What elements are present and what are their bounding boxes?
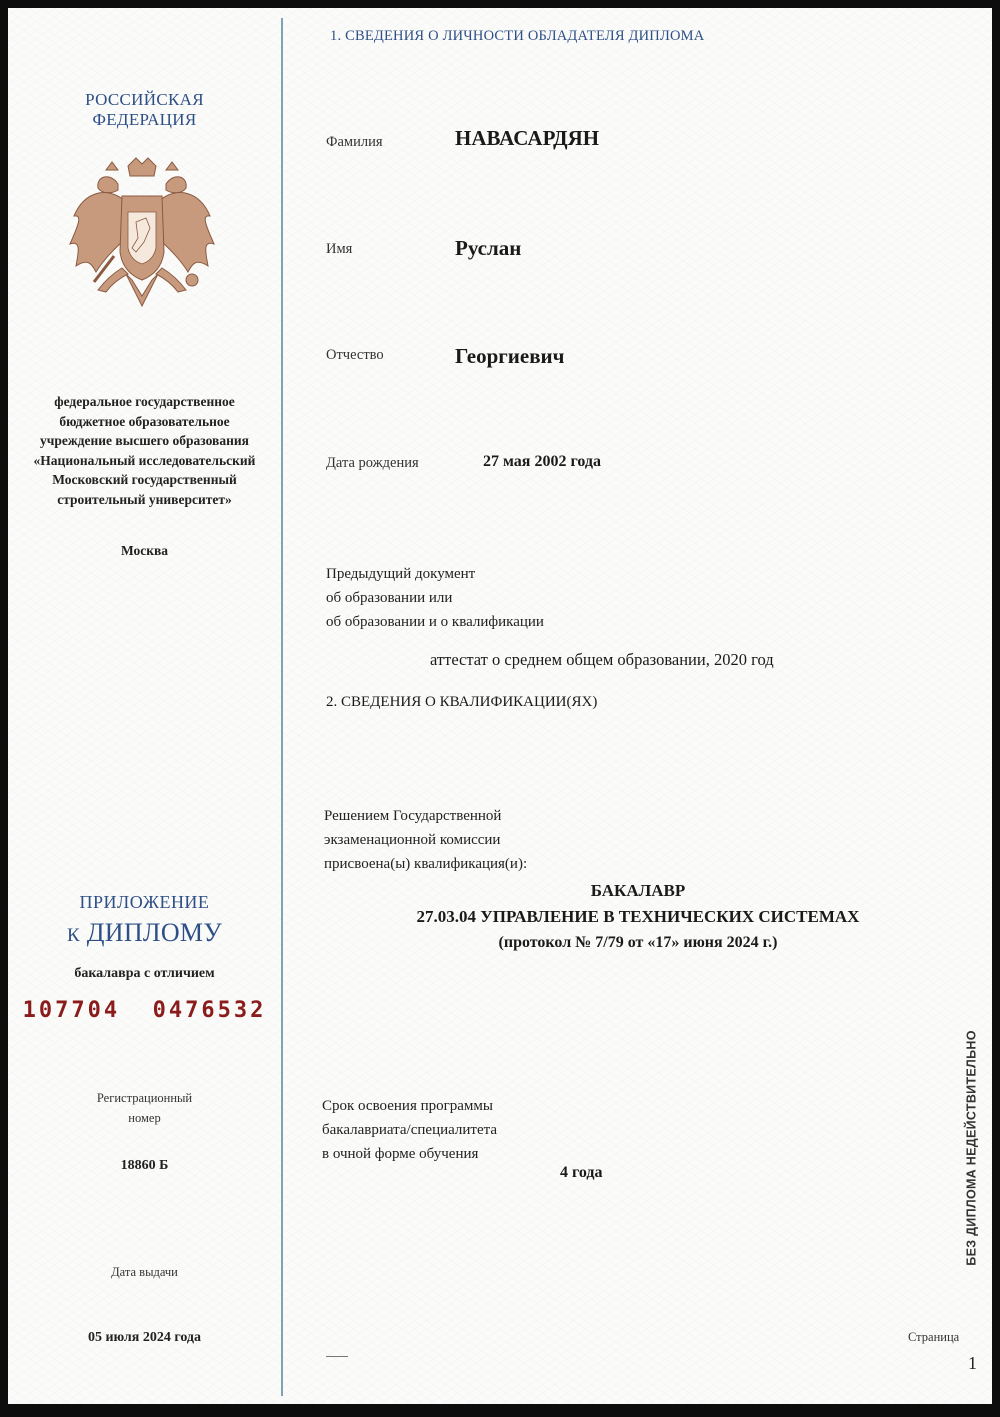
appendix-subtitle — [8, 918, 281, 948]
registration-label-line: номер — [128, 1111, 161, 1125]
appendix-word: ДИПЛОМУ — [86, 918, 223, 947]
qualification-title: БАКАЛАВР — [590, 881, 686, 900]
degree-type: бакалавра с отличием — [74, 966, 215, 981]
page-label: Страница — [908, 1330, 960, 1344]
registration-label-line: Регистрационный — [96, 1091, 193, 1105]
previous-document-label-line: об образовании или — [326, 590, 453, 606]
section2-heading: 2. СВЕДЕНИЯ О КВАЛИФИКАЦИИ(ЯХ) — [326, 694, 598, 710]
patronymic-label: Отчество — [326, 347, 384, 363]
university-line: учреждение высшего образования — [40, 433, 249, 448]
issue-date-label: Дата выдачи — [111, 1265, 178, 1279]
commission-decision-line: Решением Государственной — [324, 808, 502, 824]
section1-heading: 1. СВЕДЕНИЯ О ЛИЧНОСТИ ОБЛАДАТЕЛЯ ДИПЛОМА — [330, 28, 705, 44]
university-line: федеральное государственное — [54, 394, 235, 409]
surname-value: НАВАСАРДЯН — [455, 126, 600, 150]
commission-decision-line: экзаменационной комиссии — [324, 832, 501, 848]
diploma-appendix-page — [8, 8, 992, 1404]
serial-number: 107704 0476532 — [22, 998, 267, 1023]
protocol: (протокол № 7/79 от «17» июня 2024 г.) — [498, 934, 778, 951]
registration-label — [8, 1088, 281, 1128]
university-line: строительный университет» — [57, 491, 232, 507]
russian-coat-of-arms-icon — [66, 156, 218, 316]
study-duration-value: 4 года — [560, 1164, 603, 1181]
specialty: 27.03.04 УПРАВЛЕНИЕ В ТЕХНИЧЕСКИХ СИСТЕМАХ — [416, 907, 860, 926]
birth-date-label: Дата рождения — [326, 455, 419, 471]
previous-document-label-line: Предыдущий документ — [326, 566, 476, 582]
previous-document-value: аттестат о среднем общем образовании, 2020 год — [430, 650, 774, 669]
country-line-2: ФЕДЕРАЦИЯ — [92, 110, 197, 129]
previous-document-label — [326, 562, 544, 634]
country-title — [8, 90, 281, 130]
study-duration-label — [322, 1094, 497, 1166]
qualification-block — [308, 878, 968, 956]
city: Москва — [120, 543, 169, 558]
surname-label: Фамилия — [326, 134, 383, 150]
column-divider — [281, 18, 283, 1396]
previous-document-label-line: об образовании и о квалификации — [326, 614, 544, 630]
study-duration-label-line: бакалавриата/специалитета — [322, 1122, 498, 1138]
university-line: Московский государственный — [52, 472, 237, 487]
university-line: «Национальный исследовательский — [33, 452, 256, 468]
commission-decision-line: присвоена(ы) квалификация(и): — [324, 856, 528, 872]
country-line-1: РОССИЙСКАЯ — [85, 90, 204, 109]
name-value: Руслан — [455, 236, 522, 260]
name-label: Имя — [326, 241, 353, 257]
appendix-title: ПРИЛОЖЕНИЕ — [79, 892, 210, 912]
study-duration-label-line: в очной форме обучения — [322, 1146, 479, 1162]
dash-mark — [326, 1356, 348, 1357]
validity-note-text: БЕЗ ДИПЛОМА НЕДЕЙСТВИТЕЛЬНО — [965, 1030, 979, 1266]
university-line: бюджетное образовательное — [59, 413, 230, 429]
validity-note — [952, 1018, 992, 1278]
page-number: 1 — [968, 1353, 977, 1373]
issue-date: 05 июля 2024 года — [87, 1330, 202, 1345]
appendix-prefix: К — [66, 925, 80, 946]
university-name — [8, 392, 281, 509]
study-duration-label-line: Срок освоения программы — [322, 1098, 493, 1114]
registration-number: 18860 Б — [120, 1158, 169, 1173]
patronymic-value: Георгиевич — [455, 344, 565, 368]
birth-date-value: 27 мая 2002 года — [483, 453, 601, 470]
commission-decision-label — [324, 804, 527, 876]
